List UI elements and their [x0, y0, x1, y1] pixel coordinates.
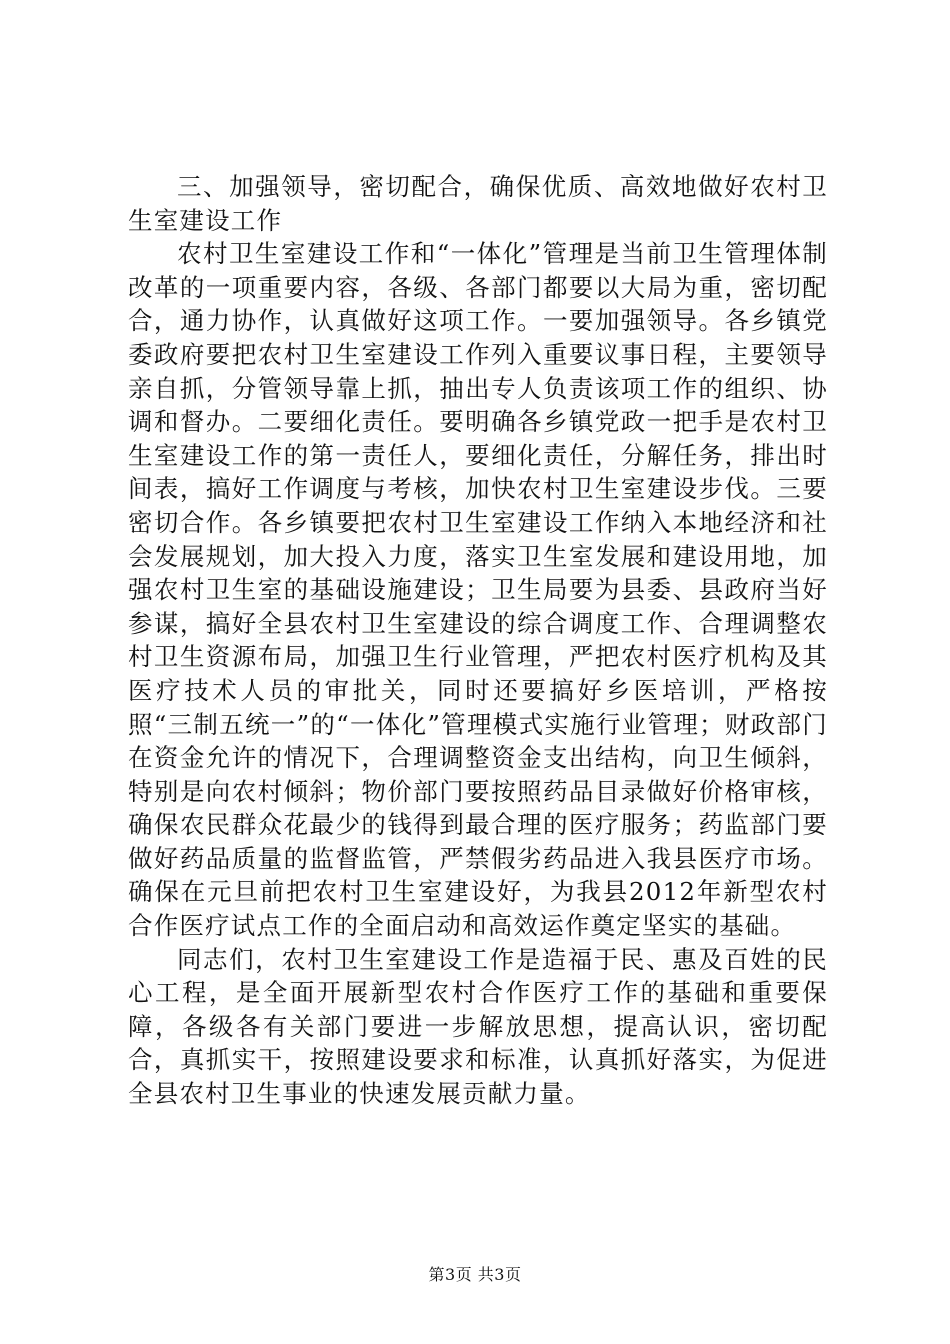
- document-body: [128, 170, 828, 1111]
- body-paragraph-1: 农村卫生室建设工作和“一体化”管理是当前卫生管理体制改革的一项重要内容，各级、各部门都要以大局为重，密切配合，通力协作，认真做好这项工作。一要加强领导。各乡镇党委政府要把农村卫生室建设工作列入重要议事日程，主要领导亲自抓，分管领导靠上抓，抽出专人负责该项工作的组织、协调和督办。二要细化责任。要明确各乡镇党政一把手是农村卫生室建设工作的第一责任人，要细化责任，分解任务，排出时间表，搞好工作调度与考核，加快农村卫生室建设步伐。三要密切合作。各乡镇要把农村卫生室建设工作纳入本地经济和社会发展规划，加大投入力度，落实卫生室发展和建设用地，加强农村卫生室的基础设施建设；卫生局要为县委、县政府当好参谋，搞好全县农村卫生室建设的综合调度工作、合理调整农村卫生资源布局，加强卫生行业管理，严把农村医疗机构及其医疗技术人员的审批关，同时还要搞好乡医培训，严格按照“三制五统一”的“一体化”管理模式实施行业管理；财政部门在资金允许的情况下，合理调整资金支出结构，向卫生倾斜，特别是向农村倾斜；物价部门要按照药品目录做好价格审核，确保农民群众花最少的钱得到最合理的医疗服务；药监部门要做好药品质量的监督监管，严禁假劣药品进入我县医疗市场。确保在元旦前把农村卫生室建设好，为我县2012年新型农村合作医疗试点工作的全面启动和高效运作奠定坚实的基础。: [128, 239, 828, 941]
- section-heading: 三、加强领导，密切配合，确保优质、高效地做好农村卫生室建设工作: [128, 172, 828, 235]
- page-number-footer: 第3页 共3页: [428, 1265, 522, 1284]
- body-paragraph-2: 同志们，农村卫生室建设工作是造福于民、惠及百姓的民心工程，是全面开展新型农村合作医疗工作的基础和重要保障，各级各有关部门要进一步解放思想，提高认识，密切配合，真抓实干，按照建设要求和标准，认真抓好落实，为促进全县农村卫生事业的快速发展贡献力量。: [128, 944, 828, 1109]
